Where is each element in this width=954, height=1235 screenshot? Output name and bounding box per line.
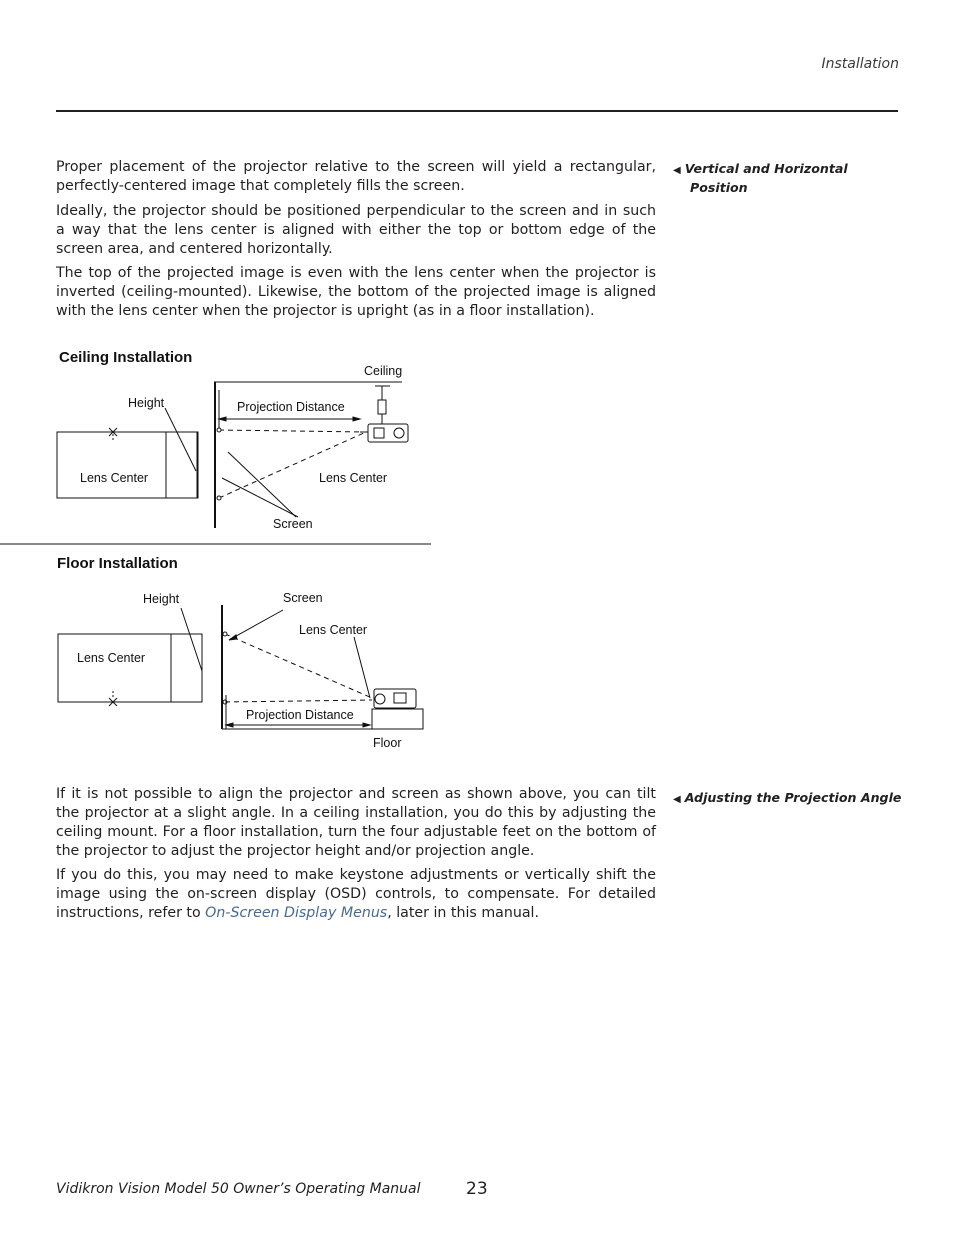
floor-installation-diagram xyxy=(0,585,440,755)
paragraph-5 xyxy=(56,866,656,923)
sidebar-note-position-line2: Position xyxy=(690,180,748,195)
osd-menus-link[interactable]: On-Screen Display Menus xyxy=(205,905,388,921)
paragraph-3: The top of the projected image is even with the lens center when the projector is inverted (ceiling-mounted). Likewise, the bottom of the projected image is aligned with the lens center when the projector is upright (as in a floor installation). xyxy=(56,265,656,319)
floor-lens-center-right-label: Lens Center xyxy=(299,623,368,637)
ceiling-installation-title: Ceiling Installation xyxy=(59,349,193,366)
ceiling-installation-diagram xyxy=(0,360,440,550)
footer-manual-title: Vidikron Vision Model 50 Owner’s Operating Manual xyxy=(56,1181,421,1197)
floor-stand xyxy=(372,709,423,729)
paragraph-1: Proper placement of the projector relative to the screen will yield a rectangular, perfectly-centered image that completely fills the screen. xyxy=(56,159,656,194)
paragraph-5-tail: , later in this manual. xyxy=(387,905,539,921)
paragraph-5-text: If you do this, you may need to make keystone adjustments or vertically shift the image using the on-screen display (OSD) controls, to compensate. For detailed instructions, refer to xyxy=(56,867,656,921)
sidebar-note-angle-text: Adjusting the Projection Angle xyxy=(684,790,902,805)
paragraph-4: If it is not possible to align the projector and screen as shown above, you can tilt the projector at a slight angle. In a ceiling installation, you do this by adjusting the ceiling mount. For a floor installation, turn the four adjustable feet on the bottom of the projector to adjust the projector height and/or projection angle. xyxy=(56,786,656,859)
header-section-title: Installation xyxy=(821,56,899,72)
floor-installation-title: Floor Installation xyxy=(57,555,178,572)
left-arrow-icon: ◀ xyxy=(673,165,681,176)
floor-projection-distance-label: Projection Distance xyxy=(246,708,354,722)
paragraph-2: Ideally, the projector should be positioned perpendicular to the screen and in such a way that the lens center is aligned with either the top or bottom edge of the screen area, and centered horizontally. xyxy=(56,203,656,257)
ceiling-label: Ceiling xyxy=(364,364,403,378)
ceiling-height-label: Height xyxy=(128,396,165,410)
ceiling-screen-label: Screen xyxy=(273,517,313,531)
ceiling-projection-distance-label: Projection Distance xyxy=(237,400,345,414)
ceiling-height-leader xyxy=(165,408,196,471)
floor-image-box xyxy=(58,634,202,702)
floor-screen-leader xyxy=(229,610,283,640)
sidebar-note-angle xyxy=(673,789,903,808)
left-arrow-icon: ◀ xyxy=(673,794,681,805)
ceiling-image-box xyxy=(57,432,198,498)
floor-projector xyxy=(374,689,416,708)
ceiling-screen-leader xyxy=(222,478,298,517)
ceiling-lens-center-left-label: Lens Center xyxy=(80,471,149,485)
floor-label: Floor xyxy=(373,736,402,750)
header-rule xyxy=(56,110,898,112)
sidebar-note-position-line1: Vertical and Horizontal xyxy=(684,161,848,176)
floor-lens-center-left-label: Lens Center xyxy=(77,651,146,665)
floor-height-leader xyxy=(181,608,202,671)
floor-height-label: Height xyxy=(143,592,180,606)
ceiling-lens-center-right-label: Lens Center xyxy=(319,471,388,485)
sidebar-note-position xyxy=(673,160,903,196)
page-number: 23 xyxy=(466,1179,488,1199)
floor-screen-label: Screen xyxy=(283,591,323,605)
